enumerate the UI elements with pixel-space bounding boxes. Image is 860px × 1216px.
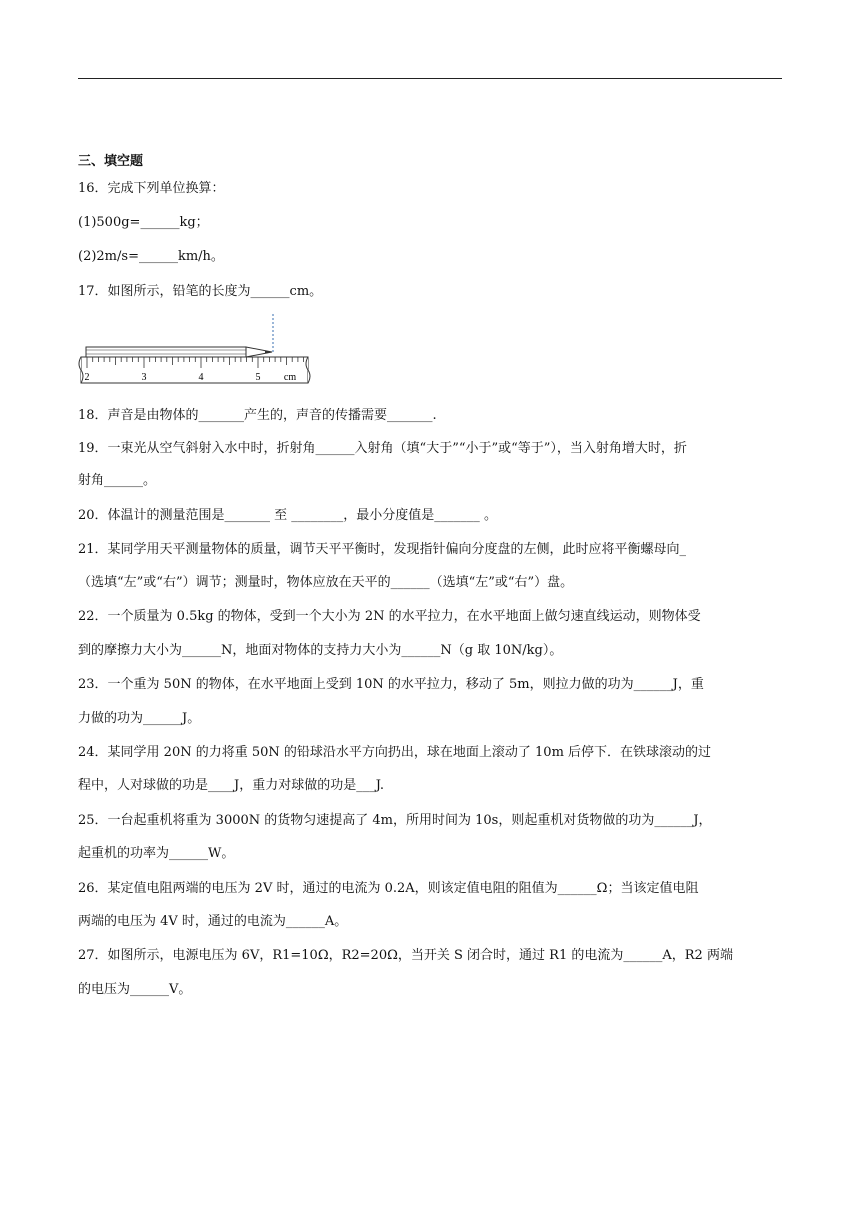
q19-line-2: 射角______。: [78, 473, 157, 488]
q17-line-1: 17．如图所示，铅笔的长度为______cm。: [78, 284, 323, 299]
q25-line-1: 25．一台起重机将重为 3000N 的货物匀速提高了 4m，所用时间为 10s，则起重机对货物做的功为______J，: [78, 813, 712, 828]
q27-line-2: 的电压为______V。: [78, 982, 192, 997]
q25-line-2: 起重机的功率为______W。: [78, 846, 235, 861]
q20-line-1: 20．体温计的测量范围是_______ 至 ________，最小分度值是_______ 。: [78, 508, 497, 523]
header-rule: [78, 78, 782, 79]
tick-label-4: 4: [198, 372, 204, 383]
tick-label-3: 3: [141, 372, 147, 383]
q26-line-1: 26．某定值电阻两端的电压为 2V 时，通过的电流为 0.2A，则该定值电阻的阻值为______Ω；当该定值电阻: [78, 881, 699, 896]
ruler-unit-label: cm: [283, 372, 297, 383]
q23-line-1: 23．一个重为 50N 的物体，在水平地面上受到 10N 的水平拉力，移动了 5m，则拉力做的功为______J，重: [78, 677, 704, 692]
q24-line-2: 程中，人对球做的功是____J，重力对球做的功是___J.: [78, 778, 385, 793]
q16-line-3: (2)2m/s=______km/h。: [78, 249, 224, 264]
q21-line-1: 21．某同学用天平测量物体的质量，调节天平平衡时，发现指针偏向分度盘的左侧，此时应将平衡螺母向_: [78, 542, 687, 557]
tick-label-2: 2: [84, 372, 90, 383]
q16-line-1: 16．完成下列单位换算：: [78, 181, 225, 196]
q23-line-2: 力做的功为______J。: [78, 711, 201, 726]
q26-line-2: 两端的电压为 4V 时，通过的电流为______A。: [78, 914, 348, 929]
section-title: 三、填空题: [78, 154, 144, 169]
q22-line-2: 到的摩擦力大小为______N，地面对物体的支持力大小为______N（g 取 10N/kg）。: [78, 643, 563, 658]
tick-label-5: 5: [255, 372, 261, 383]
q21-line-2: （选填“左”或“右”）调节；测量时，物体应放在天平的______（选填“左”或“右”）盘。: [78, 575, 574, 590]
q18-line-1: 18．声音是由物体的_______产生的，声音的传播需要_______.: [78, 408, 437, 423]
q19-line-1: 19．一束光从空气斜射入水中时，折射角______入射角（填“大于”“小于”或“等于”），当入射角增大时，折: [78, 441, 687, 456]
pencil: [86, 347, 272, 357]
q16-line-2: (1)500g=______kg；: [78, 215, 209, 230]
q22-line-1: 22．一个质量为 0.5kg 的物体，受到一个大小为 2N 的水平拉力，在水平地面上做匀速直线运动，则物体受: [78, 609, 701, 624]
q27-line-1: 27．如图所示，电源电压为 6V，R1=10Ω，R2=20Ω，当开关 S 闭合时，通过 R1 的电流为______A，R2 两端: [78, 948, 733, 963]
q24-line-1: 24．某同学用 20N 的力将重 50N 的铅球沿水平方向扔出，球在地面上滚动了 10m 后停下．在铁球滚动的过: [78, 745, 712, 760]
ruler-pencil-figure: [78, 312, 314, 390]
